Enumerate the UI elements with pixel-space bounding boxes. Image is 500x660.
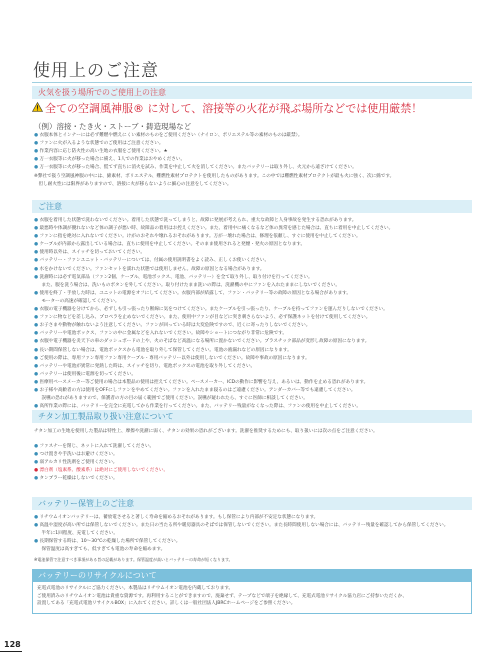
fire-warning <box>32 100 472 118</box>
caution-section-heading: ご注意 <box>32 200 472 213</box>
list-item: ● リチウムイオンバッテリーは、蓄放電させると著しく寿命を縮めるおそれがあります。もし保管により内部が不安定な状態になります。 <box>34 515 319 520</box>
page-title: 使用上のご注意 <box>33 61 159 81</box>
list-item: ● 衣服の電子機器を分けてから、必ずしも引っ張ったり断線に気をつけてください。またケーブルを引っ張ったり、ケーブルを持ってファンを運んだりしないでください。 <box>34 307 388 313</box>
list-item: ● 使用時以外は、スイッチを切っておいてください。 <box>34 250 145 256</box>
list-item: モーターの高速が確認してください。 <box>36 298 120 304</box>
list-item: ● 洗濯時には必ず電気部品（ファン2個、ケーブル、電池ボックス、電池、バッテリー）を全て取り外し、取り付けを行ってください。 <box>34 274 313 280</box>
fire-list <box>34 132 474 172</box>
list-item: ● バッテリーや電池が異常に発熱した時は、スイッチを切り、電池ボックスの電池を取り外してください。 <box>34 363 256 369</box>
list-item: ● 長期保管する時は、10〜30℃の乾燥した場所で保管してください。 <box>34 539 181 545</box>
titanium-section-heading: チタン加工製品取り扱い注意について <box>32 410 472 423</box>
list-item: ● バッテリーや電池ボックス、ファンの中に金属などを入れないでください。故障やショートにつながり非常に危険です。 <box>34 331 287 337</box>
recycle-section-heading: バッテリーのリサイクルについて <box>32 569 472 582</box>
list-item: ● お子様や高齢者の方は使用をOFFにしファンをやめてください。ファンを入れたまま寝るのはご遠慮ください。アンダーカバー等でも遠慮してください。 <box>34 387 356 393</box>
fire-warning-text: 全ての空調風神服® に対して、溶接等の火花が飛ぶ場所などでは使用厳禁！ <box>45 102 423 115</box>
list-item: ● 衣服や電子機器を炎天下の車のダッシュボードの上や、火のそばなど高温になる場所に置かないでください。プラスチック部品が変形し故障の原因になります。 <box>34 339 370 345</box>
recycle-line: 充電式電池のリサイクルにご協力ください。本製品はリチウムイオン電池を内蔵しております。 <box>37 586 234 591</box>
recycle-line: 設置してある「充電式電池リサイクルBOX」に入れてください。詳しくは一般社団法人JBRCホームページをご参照ください。 <box>37 601 296 607</box>
warning-icon <box>32 100 43 118</box>
list-item: ● お子さまや動物が触れないよう注意してください。ファンが回っている時は大変危険ですので、近くに寄ったりしないでください。 <box>34 323 311 329</box>
list-item: ● つけ置きや手洗いはお避けください。 <box>34 452 118 458</box>
titanium-list <box>34 443 474 483</box>
list-item: ● 長い期間保管しない場合は、電池ボックスから電池を取り外して保管してください。電池の液漏れなどの原因になります。 <box>34 347 292 353</box>
top-margin <box>0 0 500 18</box>
list-item: ● 万一衣服等に火が移った場合に備え、1人での作業はおやめください。 <box>34 157 186 163</box>
fire-section-heading: 火気を扱う場所でのご使用上の注意 <box>32 86 472 99</box>
list-item: ● 弱アルカリ性洗剤をご使用ください。 <box>34 460 118 466</box>
list-item-warning: ● 漂白剤（塩素系、酸素系）は絶対にご使用しないでください。 <box>34 468 169 474</box>
list-item: ● ファンに物などを差し込み、プロペラを止めないでください。また、使用中ファンが目などに突き刺さらないよう、必ず保護ネットを付けて使用してください。 <box>34 315 371 321</box>
list-item: また、服を洗う場合は、洗いものボタンを外してください。取り付けたまま洗いの際は、洗濯機の中にファンを入れたままにしないでください。 <box>36 282 341 288</box>
list-item: ● 高所作業の際には、バッテリーを完全に充電してから作業を行ってください。また、バッテリー残量がなくなった際は、ファンの使用を中止してください。 <box>34 404 361 410</box>
list-item: ● 万一衣服等に火が移った場合、慌てず直ちに消火を試み、作業を中止して火を消してください。またバッテリーは取り外し、火元から遠ざけてください。 <box>34 165 357 171</box>
page-number: 128 <box>4 640 21 649</box>
list-item: ● 衣服を着用した状態で洗わないでください。着用した状態で洗ってしまうと、故障に発展が考えられ、重大な故障と人身事故を発生する恐れがあります。 <box>34 218 357 223</box>
list-item: ● 水をかけないでください。ファンセットを濡れた状態では使用しません。故障の原因となる場合があります。 <box>34 266 265 272</box>
recycle-box <box>32 582 472 614</box>
battery-note: ※電池保管で注意すべき事項がある旨の記載があります。保管温度が高いとバッテリーの寿命が短くなります。 <box>34 557 233 562</box>
list-item: ● ファンに火が入るような状態でのご使用はご注意ください。 <box>34 141 164 147</box>
list-item: ● タンブラー乾燥はしないでください。 <box>34 476 118 482</box>
list-item: ● ご使用の際は、専用ファン専用ファン専用ケーブル・専用バッテリー以外は使用しないでください。故障や事故の原因になります。 <box>34 355 310 361</box>
list-item: ● 最悪時や体調が優れないなど体の調子が悪い時、故障品の着用はお控えください。また、着用中に痛くなるなど体の異常を感じた場合は、直ちに着用を中止してください。 <box>34 226 394 232</box>
caution-list <box>34 217 474 411</box>
list-item: ● バッテリーは使用後に電源を切ってください。 <box>34 371 136 377</box>
title-divider <box>32 82 472 83</box>
list-item: ● ケーブルが内部から露出している場合は、直ちに使用を中止してください。そのまま使用されると発煙・発火の原因となります。 <box>34 242 306 248</box>
list-item: ● ファンに指を絶対に入れないでください。けがのおそれや壊れるおそれがあります。万が一壊れた場合は、修理を依頼し、すぐに使用を中止してください。 <box>34 234 361 240</box>
fire-note: ※弊社で扱う空調風神服の中には、綿素材、ポリエステル、難燃性素材プロテクトを使用したものがあります。この中では難燃性素材プロテクトが最も火に強く、次に綿です。 <box>34 174 395 179</box>
page-number-rule <box>0 651 22 652</box>
list-item: ● 作業内容に応じ防火性の高い生地の衣服をご使用ください。★ <box>34 149 168 155</box>
list-item: 誤嚥の恐れがありますので、保護者の方の目の届く範囲でご使用ください。誤嚥が疑われたら、すぐに医師に相談してください。 <box>36 396 308 402</box>
fire-examples: （例）溶接・たき火・ストーブ・鋳造現場など <box>34 122 192 131</box>
list-item: ● 医療用ペースメーカー等ご使用の場合は本製品の使用は控えてください。ペースメーカー、ICDの動作に影響を与え、あるいは、動作を止める恐れがあります。 <box>34 379 369 385</box>
list-item: ● 衣服本体とインナーには必ず難燃や燃えにくい素材のものをご使用ください（ナイロン、ポリエステル等の素材のものは厳禁）。 <box>34 133 303 138</box>
fire-note-2: 但し耐火性には限界がありますので、溶接に火が移らないように細心の注意をしてください。 <box>34 182 232 187</box>
list-item: 半年に1回程度、充電してください。 <box>36 531 118 537</box>
battery-list <box>34 514 474 554</box>
battery-section-heading: バッテリー保管上のご注意 <box>32 497 472 510</box>
list-item: ● 高温や湿度が高い所では保管しないでください。また日の当たる所や暖房器具のそばでは保管しないでください。また長時間使用しない場合には、バッテリー残量を確認してから保管してください。 <box>34 523 449 529</box>
list-item: ● 使用を終了・手放した時は、ユニットの電源をオフにしてください。衣服内部が結露して、ファン・バッテリー等の故障の原因となる場合があります。 <box>34 290 351 296</box>
list-item: 保管温度は高すぎても、低すぎても電池の寿命を縮めます。 <box>36 547 166 553</box>
list-item: ● ファスナーを閉じ、ネットに入れて洗濯してください。 <box>34 444 155 449</box>
recycle-line: ご使用済みのリチウムイオン電池は貴重な資源です。再利用することができますので、廃棄せず、テープなどで端子を絶縁して、充電式電池リサイクル協力店にご持参いただくか、 <box>37 593 407 599</box>
list-item: ● バッテリー・ファンユニット・バッテリーについては、付属の使用説明書をよく読み、正しくお使いください。 <box>34 258 270 264</box>
titanium-intro: チタン加工の生地を使用した製品は特性上、摩擦や洗濯に弱く、チタンの効果の恐れがございます。洗濯を推奨するためにも、取り扱いには次の点をご注意ください。 <box>34 429 378 434</box>
